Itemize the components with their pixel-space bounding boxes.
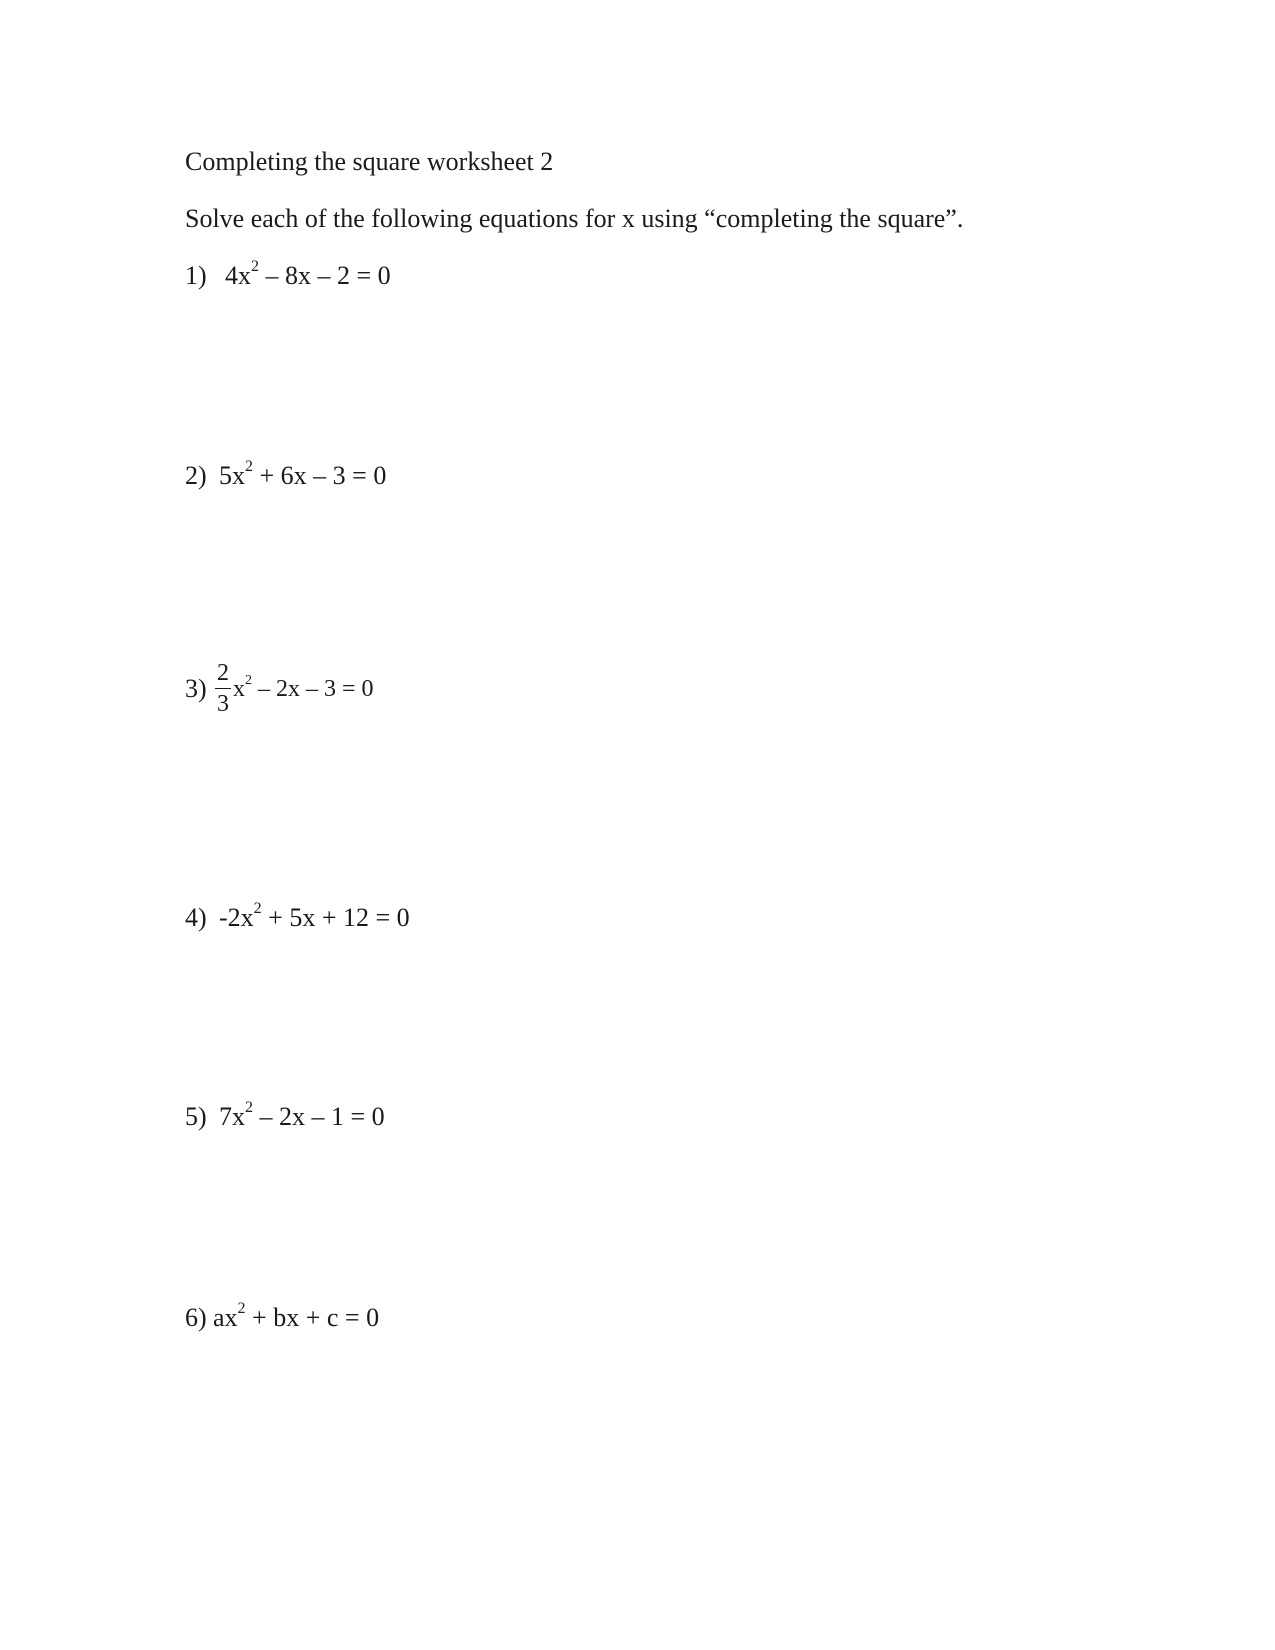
equation-rest: – 8x – 2 = 0 xyxy=(259,261,391,290)
problem-equation xyxy=(219,901,410,935)
problem-equation xyxy=(225,259,391,293)
problem-equation xyxy=(233,672,374,706)
problem-5 xyxy=(185,1100,385,1134)
problem-number: 2) xyxy=(185,461,207,490)
problem-number: 6) xyxy=(185,1303,207,1332)
problem-number: 5) xyxy=(185,1102,207,1131)
worksheet-title: Completing the square worksheet 2 xyxy=(185,147,554,176)
equation-rest: + bx + c = 0 xyxy=(245,1303,380,1332)
problem-6 xyxy=(185,1301,379,1335)
problem-3 xyxy=(185,660,374,717)
equation-term: 4x xyxy=(225,261,251,290)
problem-2 xyxy=(185,459,386,493)
exponent: 2 xyxy=(245,672,252,688)
problem-equation xyxy=(219,459,386,493)
worksheet-instructions: Solve each of the following equations for x using “completing the square”. xyxy=(185,204,964,233)
equation-term: 5x xyxy=(219,461,245,490)
exponent: 2 xyxy=(237,1300,246,1317)
problem-number: 4) xyxy=(185,903,207,932)
equation-rest: – 2x – 3 = 0 xyxy=(252,675,374,702)
fraction xyxy=(215,660,231,717)
fraction-numerator: 2 xyxy=(215,660,231,689)
exponent: 2 xyxy=(245,458,253,475)
problem-4 xyxy=(185,901,410,935)
problem-equation xyxy=(219,1100,385,1134)
equation-rest: + 5x + 12 = 0 xyxy=(261,903,410,932)
equation-rest: – 2x – 1 = 0 xyxy=(253,1102,385,1131)
problem-1 xyxy=(185,259,391,293)
equation-term: -2x xyxy=(219,903,254,932)
fraction-denominator: 3 xyxy=(217,691,229,717)
problem-equation xyxy=(213,1301,379,1335)
equation-term: 7x xyxy=(219,1102,245,1131)
exponent: 2 xyxy=(253,900,262,917)
problem-number: 1) xyxy=(185,261,207,290)
equation-rest: + 6x – 3 = 0 xyxy=(253,461,387,490)
exponent: 2 xyxy=(251,258,259,275)
equation-term: ax xyxy=(213,1303,238,1332)
equation-term: x xyxy=(233,675,245,702)
exponent: 2 xyxy=(245,1099,253,1116)
problem-number: 3) xyxy=(185,673,207,703)
